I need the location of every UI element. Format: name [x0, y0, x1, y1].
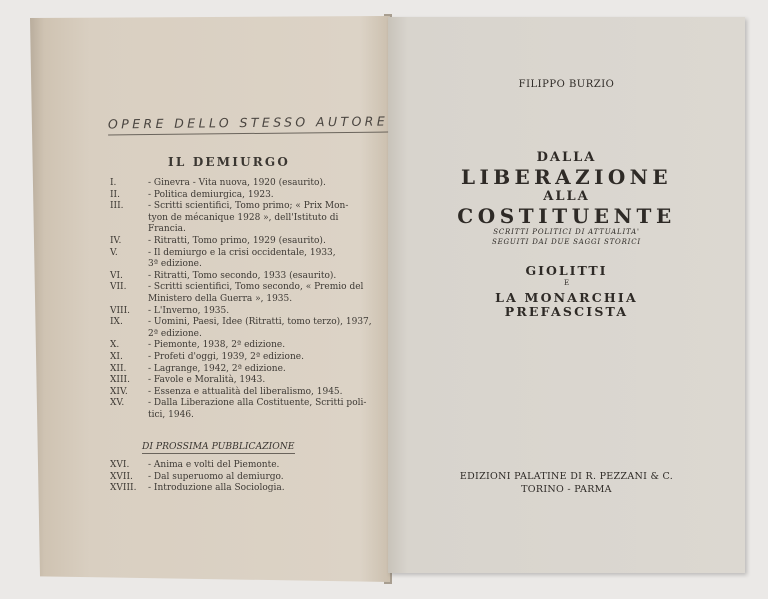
subtitle-line-1: SCRITTI POLITICI DI ATTUALITA'	[493, 228, 640, 236]
list-item	[110, 352, 304, 364]
item-text: 3ª edizione.	[148, 259, 202, 270]
title-line-1: DALLA	[536, 150, 597, 165]
item-number: III.	[110, 201, 124, 212]
list-item	[110, 387, 343, 399]
item-number: VI.	[110, 270, 123, 281]
publication-place: TORINO - PARMA	[521, 484, 612, 495]
list-item	[110, 306, 229, 318]
title-line-2: LIBERAZIONE	[460, 165, 672, 189]
item-text: - Scritti scientifici, Tomo secondo, « Premio del	[148, 282, 364, 293]
essay-title-1: GIOLITTI	[525, 263, 608, 278]
item-number: XVII.	[110, 471, 133, 482]
list-item	[110, 364, 286, 376]
list-item	[110, 483, 285, 495]
essay-title-2b: PREFASCISTA	[504, 304, 629, 319]
list-item	[110, 178, 326, 190]
subtitle-line-2: SEGUITI DAI DUE SAGGI STORICI	[492, 238, 641, 246]
item-text: - Politica demiurgica, 1923.	[148, 189, 274, 200]
item-text: - Uomini, Paesi, Idee (Ritratti, tomo terzo), 1937,	[148, 317, 372, 328]
item-number: I.	[110, 178, 117, 188]
works-heading: OPERE DELLO STESSO AUTORE	[108, 114, 388, 136]
essay-title-2a: LA MONARCHIA	[495, 290, 638, 305]
item-number: XIV.	[110, 386, 128, 397]
item-number: VIII.	[110, 305, 131, 316]
item-number: XI.	[110, 352, 123, 362]
item-text: tici, 1946.	[148, 410, 194, 420]
list-item	[110, 236, 326, 248]
title-line-3: ALLA	[543, 189, 590, 204]
item-number: IX.	[110, 317, 123, 328]
item-number: VII.	[110, 282, 127, 293]
list-item	[110, 329, 202, 341]
list-item	[110, 190, 274, 202]
item-text: - Scritti scientifici, Tomo primo; « Prix Mon-	[148, 201, 349, 212]
list-item	[110, 410, 194, 422]
item-text: - L'Inverno, 1935.	[148, 305, 230, 316]
item-text: - Essenza e attualità del liberalismo, 1945.	[148, 386, 343, 397]
item-number: XV.	[110, 398, 125, 409]
item-text: - Lagrange, 1942, 2ª edizione.	[148, 363, 286, 374]
list-item	[110, 248, 336, 260]
item-number: XII.	[110, 363, 127, 374]
list-item	[110, 294, 292, 306]
author-name: FILIPPO BURZIO	[518, 79, 615, 90]
item-text: 2ª edizione.	[148, 328, 202, 339]
item-text: tyon de mécanique 1928 », dell'Istituto di	[148, 212, 339, 223]
item-number: IV.	[110, 236, 122, 246]
list-item	[110, 201, 348, 213]
item-text: - Profeti d'oggi, 1939, 2ª edizione.	[148, 352, 304, 362]
list-item	[110, 460, 279, 472]
item-text: - Ritratti, Tomo primo, 1929 (esaurito).	[148, 236, 326, 246]
item-number: V.	[110, 247, 118, 258]
list-item	[110, 259, 202, 271]
list-item	[110, 213, 338, 225]
item-number: XVI.	[110, 460, 130, 470]
item-text: - Ginevra - Vita nuova, 1920 (esaurito).	[148, 178, 326, 188]
item-text: - Favole e Moralità, 1943.	[148, 375, 266, 386]
item-text: - Piemonte, 1938, 2ª edizione.	[148, 340, 286, 351]
list-item	[110, 398, 366, 410]
list-item	[110, 271, 336, 283]
item-number: X.	[110, 340, 120, 351]
item-text: - Anima e volti del Piemonte.	[148, 460, 280, 470]
item-text: - Dalla Liberazione alla Costituente, Scritti poli-	[148, 398, 367, 409]
item-number: XIII.	[110, 375, 130, 386]
list-item	[110, 282, 363, 294]
item-text: - Dal superuomo al demiurgo.	[148, 471, 284, 482]
item-text: Ministero della Guerra », 1935.	[148, 294, 293, 304]
list-item	[110, 340, 285, 352]
list-item	[110, 375, 265, 387]
title-line-4: COSTITUENTE	[457, 204, 676, 228]
series-title: IL DEMIURGO	[168, 155, 291, 169]
item-number: II.	[110, 189, 120, 200]
list-item	[110, 224, 186, 236]
item-text: - Ritratti, Tomo secondo, 1933 (esaurito).	[148, 270, 337, 281]
item-number: XVIII.	[110, 483, 137, 494]
item-text: - Introduzione alla Sociologia.	[148, 483, 285, 494]
publisher: EDIZIONI PALATINE DI R. PEZZANI & C.	[459, 471, 674, 482]
list-item	[110, 472, 284, 484]
conjunction: E	[563, 279, 570, 287]
list-item	[110, 317, 372, 329]
item-text: Francia.	[148, 224, 186, 235]
upcoming-heading: DI PROSSIMA PUBBLICAZIONE	[142, 441, 295, 452]
item-text: - Il demiurgo e la crisi occidentale, 1933,	[148, 247, 336, 258]
